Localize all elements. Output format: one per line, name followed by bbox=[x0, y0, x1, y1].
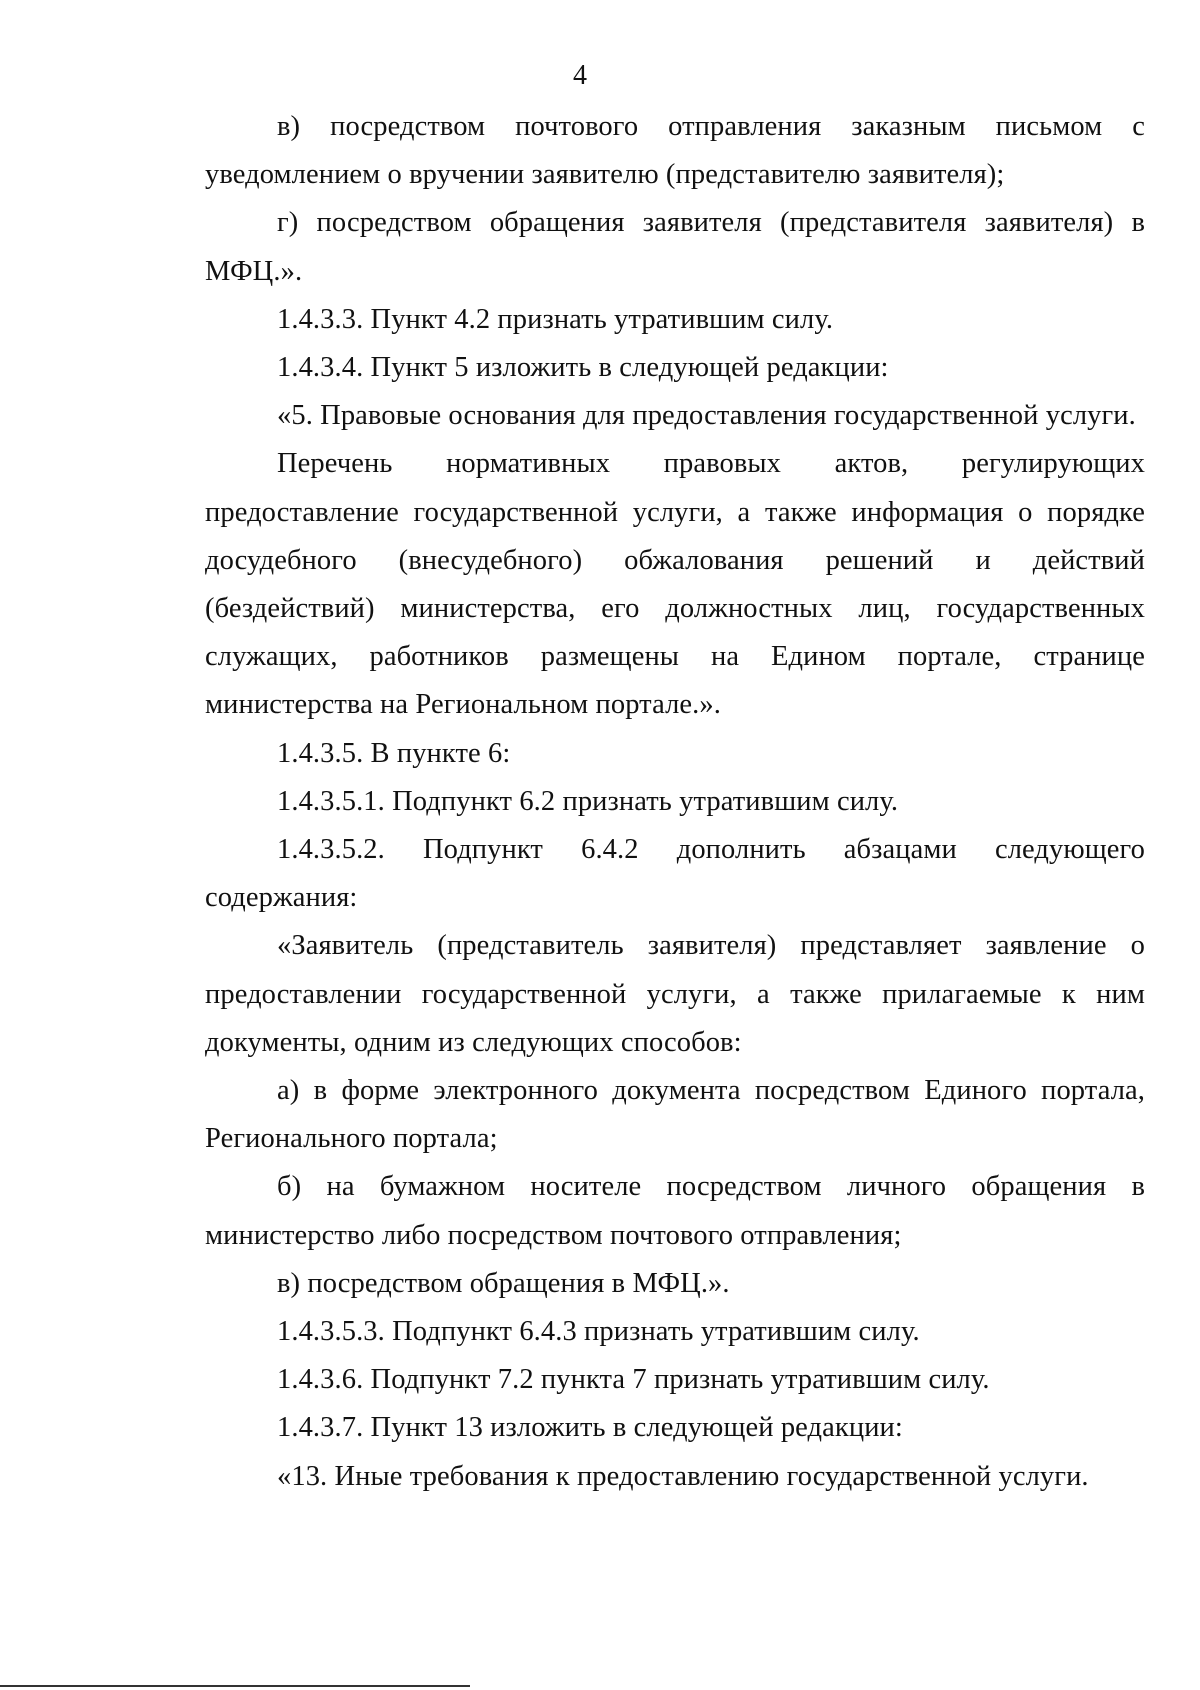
paragraph-applicant-submits: «Заявитель (представитель заявителя) представляет заявление о предоставлении государственной услуги, а также прилагаемые к ним документы, одним из следующих способов: bbox=[205, 930, 1145, 1058]
paragraph-1-4-3-4: 1.4.3.4. Пункт 5 изложить в следующей редакции: bbox=[277, 352, 889, 384]
paragraph-section-5-title: «5. Правовые основания для предоставления государственной услуги. bbox=[277, 400, 1136, 432]
paragraph-1-4-3-5: 1.4.3.5. В пункте 6: bbox=[277, 737, 511, 769]
page-number: 4 bbox=[573, 60, 587, 91]
paragraph-section-13-title: «13. Иные требования к предоставлению государственной услуги. bbox=[277, 1460, 1089, 1492]
paragraph-v-mfc: в) посредством обращения в МФЦ.». bbox=[277, 1267, 730, 1299]
paragraph-1-4-3-5-2: 1.4.3.5.2. Подпункт 6.4.2 дополнить абзацами следующего содержания: bbox=[205, 834, 1145, 914]
paragraph-1-4-3-5-3: 1.4.3.5.3. Подпункт 6.4.3 признать утратившим силу. bbox=[277, 1316, 920, 1348]
paragraph-1-4-3-5-1: 1.4.3.5.1. Подпункт 6.2 признать утратившим силу. bbox=[277, 785, 899, 817]
paragraph-1-4-3-6: 1.4.3.6. Подпункт 7.2 пункта 7 признать утратившим силу. bbox=[277, 1364, 990, 1396]
paragraph-legal-acts-list: Перечень нормативных правовых актов, регулирующих предоставление государственной услуги, а также информация о порядке досудебного (внесудебного) обжалования решений и действий (бездействий) министерства, его должностных лиц, государственных служащих, работников размещены на Едином портале, странице министерства на Региональном портале.». bbox=[205, 448, 1145, 721]
footer-divider bbox=[0, 1685, 470, 1687]
paragraph-g-mfc: г) посредством обращения заявителя (представителя заявителя) в МФЦ.». bbox=[205, 207, 1145, 287]
paragraph-v-postal: в) посредством почтового отправления заказным письмом с уведомлением о вручении заявителю (представителю заявителя); bbox=[205, 111, 1145, 191]
paragraph-1-4-3-3: 1.4.3.3. Пункт 4.2 признать утратившим силу. bbox=[277, 303, 834, 335]
paragraph-b-paper: б) на бумажном носителе посредством личного обращения в министерство либо посредством почтового отправления; bbox=[205, 1171, 1145, 1251]
paragraph-1-4-3-7: 1.4.3.7. Пункт 13 изложить в следующей редакции: bbox=[277, 1412, 903, 1444]
document-body bbox=[205, 103, 1145, 1501]
paragraph-a-electronic: а) в форме электронного документа посредством Единого портала, Регионального портала; bbox=[205, 1075, 1145, 1155]
